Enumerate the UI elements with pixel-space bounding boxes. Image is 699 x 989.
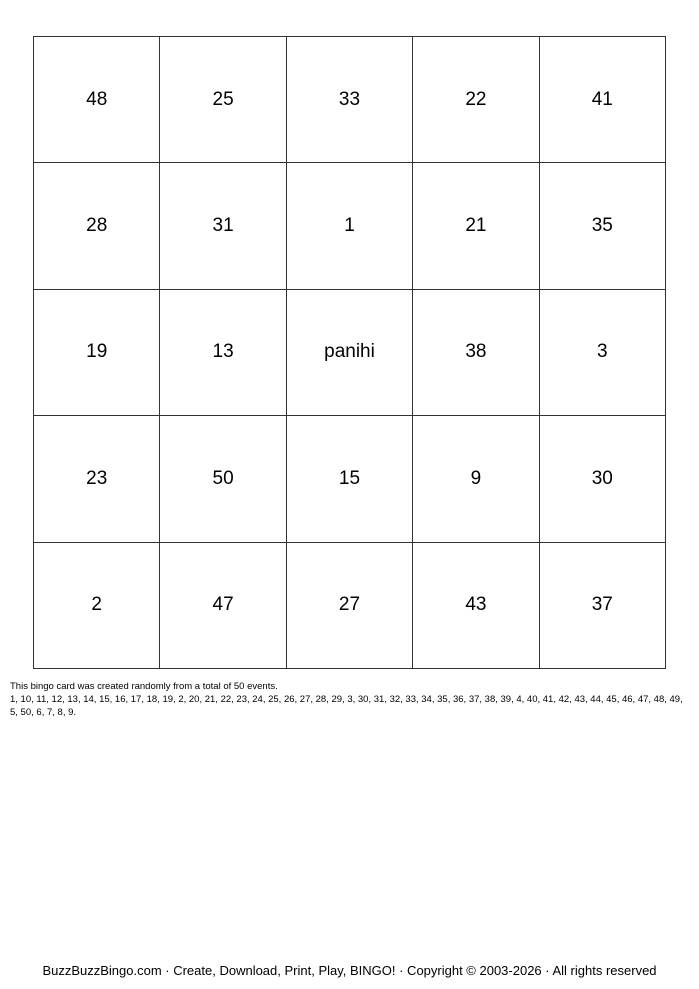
events-list: 1, 10, 11, 12, 13, 14, 15, 16, 17, 18, 19, 2, 20, 21, 22, 23, 24, 25, 26, 27, 28, 29, 3, 30, 31, 32, 33, 34, 35, 36, 37, 38, 39, 4, 40, 41, 42, 43, 44, 45, 46, 47, 48, 49, 5, 50, 6, 7, 8, 9. — [10, 694, 683, 718]
bingo-cell-r4c2: 50 — [160, 416, 286, 542]
bingo-cell-r1c1: 48 — [34, 37, 160, 163]
bingo-cell-r3c5: 3 — [540, 290, 666, 416]
bingo-cell-r5c3: 27 — [287, 543, 413, 669]
bingo-cell-r1c4: 22 — [413, 37, 539, 163]
bingo-cell-r4c1: 23 — [34, 416, 160, 542]
bingo-cell-r4c4: 9 — [413, 416, 539, 542]
bingo-cell-r3c1: 19 — [34, 290, 160, 416]
bingo-cell-r3c2: 13 — [160, 290, 286, 416]
bingo-cell-r2c1: 28 — [34, 163, 160, 289]
bingo-card-grid — [33, 36, 666, 669]
bingo-cell-r1c3: 33 — [287, 37, 413, 163]
bingo-cell-r3c4: 38 — [413, 290, 539, 416]
footer-copyright: BuzzBuzzBingo.com · Create, Download, Print, Play, BINGO! · Copyright © 2003-2026 · All rights reserved — [42, 963, 657, 978]
bingo-cell-r2c4: 21 — [413, 163, 539, 289]
bingo-cell-r2c3: 1 — [287, 163, 413, 289]
bingo-cell-r2c2: 31 — [160, 163, 286, 289]
bingo-cell-r1c5: 41 — [540, 37, 666, 163]
bingo-cell-r2c5: 35 — [540, 163, 666, 289]
bingo-cell-r4c3: 15 — [287, 416, 413, 542]
bingo-cell-r5c1: 2 — [34, 543, 160, 669]
bingo-cell-r4c5: 30 — [540, 416, 666, 542]
card-description: This bingo card was created randomly from a total of 50 events. — [10, 681, 278, 692]
bingo-cell-r5c4: 43 — [413, 543, 539, 669]
bingo-cell-r5c5: 37 — [540, 543, 666, 669]
bingo-cell-r3c3: panihi — [287, 290, 413, 416]
bingo-cell-r1c2: 25 — [160, 37, 286, 163]
bingo-cell-r5c2: 47 — [160, 543, 286, 669]
